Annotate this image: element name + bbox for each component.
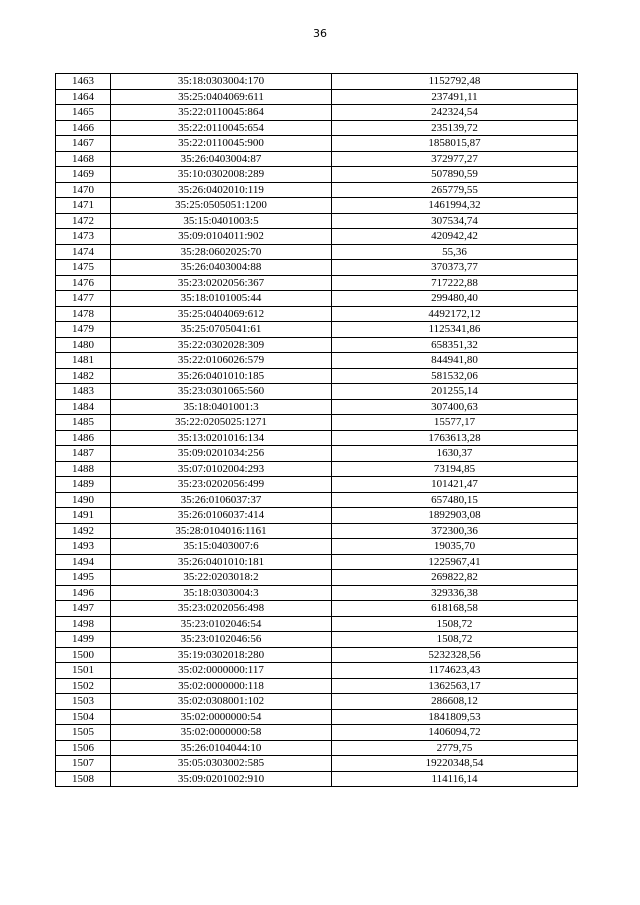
- table-row: [56, 260, 578, 276]
- table-row: [56, 368, 578, 384]
- cadastral-number-cell: 35:22:0302028:309: [111, 337, 332, 353]
- table-row: [56, 616, 578, 632]
- table-row: [56, 678, 578, 694]
- value-cell: 5232328,56: [332, 647, 578, 663]
- cadastral-number-cell: 35:22:0106026:579: [111, 353, 332, 369]
- value-cell: 15577,17: [332, 415, 578, 431]
- value-cell: 1858015,87: [332, 136, 578, 152]
- cadastral-number-cell: 35:18:0303004:170: [111, 74, 332, 90]
- cadastral-number-cell: 35:19:0302018:280: [111, 647, 332, 663]
- table-row: [56, 229, 578, 245]
- table-row: [56, 508, 578, 524]
- row-number-cell: 1503: [56, 694, 111, 710]
- row-number-cell: 1491: [56, 508, 111, 524]
- cadastral-number-cell: 35:23:0202056:367: [111, 275, 332, 291]
- table-row: [56, 756, 578, 772]
- row-number-cell: 1479: [56, 322, 111, 338]
- value-cell: 265779,55: [332, 182, 578, 198]
- row-number-cell: 1483: [56, 384, 111, 400]
- value-cell: 657480,15: [332, 492, 578, 508]
- cadastral-number-cell: 35:26:0106037:37: [111, 492, 332, 508]
- value-cell: 307534,74: [332, 213, 578, 229]
- table-row: [56, 167, 578, 183]
- row-number-cell: 1490: [56, 492, 111, 508]
- row-number-cell: 1463: [56, 74, 111, 90]
- row-number-cell: 1465: [56, 105, 111, 121]
- value-cell: 73194,85: [332, 461, 578, 477]
- cadastral-number-cell: 35:26:0403004:88: [111, 260, 332, 276]
- cadastral-number-cell: 35:23:0102046:56: [111, 632, 332, 648]
- value-cell: 1892903,08: [332, 508, 578, 524]
- cadastral-number-cell: 35:26:0401010:181: [111, 554, 332, 570]
- row-number-cell: 1476: [56, 275, 111, 291]
- cadastral-table: [55, 73, 578, 787]
- cadastral-number-cell: 35:25:0404069:611: [111, 89, 332, 105]
- cadastral-number-cell: 35:18:0303004:3: [111, 585, 332, 601]
- table-row: [56, 725, 578, 741]
- value-cell: 307400,63: [332, 399, 578, 415]
- cadastral-number-cell: 35:26:0402010:119: [111, 182, 332, 198]
- table-row: [56, 663, 578, 679]
- value-cell: 286608,12: [332, 694, 578, 710]
- cadastral-number-cell: 35:26:0403004:87: [111, 151, 332, 167]
- cadastral-number-cell: 35:09:0201002:910: [111, 771, 332, 787]
- row-number-cell: 1482: [56, 368, 111, 384]
- table-row: [56, 322, 578, 338]
- cadastral-number-cell: 35:22:0110045:864: [111, 105, 332, 121]
- value-cell: 717222,88: [332, 275, 578, 291]
- value-cell: 581532,06: [332, 368, 578, 384]
- table-row: [56, 601, 578, 617]
- row-number-cell: 1468: [56, 151, 111, 167]
- table-row: [56, 709, 578, 725]
- cadastral-number-cell: 35:23:0102046:54: [111, 616, 332, 632]
- table-row: [56, 213, 578, 229]
- value-cell: 1508,72: [332, 616, 578, 632]
- value-cell: 55,36: [332, 244, 578, 260]
- value-cell: 1125341,86: [332, 322, 578, 338]
- cadastral-number-cell: 35:22:0110045:900: [111, 136, 332, 152]
- value-cell: 372977,27: [332, 151, 578, 167]
- cadastral-number-cell: 35:02:0000000:117: [111, 663, 332, 679]
- cadastral-number-cell: 35:26:0401010:185: [111, 368, 332, 384]
- cadastral-number-cell: 35:18:0401001:3: [111, 399, 332, 415]
- cadastral-number-cell: 35:10:0302008:289: [111, 167, 332, 183]
- cadastral-number-cell: 35:25:0705041:61: [111, 322, 332, 338]
- value-cell: 2779,75: [332, 740, 578, 756]
- cadastral-number-cell: 35:26:0106037:414: [111, 508, 332, 524]
- row-number-cell: 1471: [56, 198, 111, 214]
- cadastral-number-cell: 35:23:0301065:560: [111, 384, 332, 400]
- table-row: [56, 151, 578, 167]
- page-number: 36: [313, 27, 327, 40]
- table-row: [56, 120, 578, 136]
- row-number-cell: 1501: [56, 663, 111, 679]
- row-number-cell: 1467: [56, 136, 111, 152]
- cadastral-number-cell: 35:25:0404069:612: [111, 306, 332, 322]
- cadastral-number-cell: 35:02:0000000:118: [111, 678, 332, 694]
- cadastral-number-cell: 35:05:0303002:585: [111, 756, 332, 772]
- cadastral-number-cell: 35:28:0104016:1161: [111, 523, 332, 539]
- value-cell: 201255,14: [332, 384, 578, 400]
- value-cell: 372300,36: [332, 523, 578, 539]
- row-number-cell: 1466: [56, 120, 111, 136]
- row-number-cell: 1475: [56, 260, 111, 276]
- table-row: [56, 136, 578, 152]
- table-row: [56, 306, 578, 322]
- row-number-cell: 1484: [56, 399, 111, 415]
- table-row: [56, 337, 578, 353]
- row-number-cell: 1494: [56, 554, 111, 570]
- cadastral-number-cell: 35:23:0202056:499: [111, 477, 332, 493]
- row-number-cell: 1507: [56, 756, 111, 772]
- table-row: [56, 570, 578, 586]
- table-row: [56, 492, 578, 508]
- row-number-cell: 1500: [56, 647, 111, 663]
- table-row: [56, 430, 578, 446]
- table-row: [56, 523, 578, 539]
- value-cell: 420942,42: [332, 229, 578, 245]
- table-row: [56, 353, 578, 369]
- cadastral-number-cell: 35:15:0401003:5: [111, 213, 332, 229]
- cadastral-number-cell: 35:07:0102004:293: [111, 461, 332, 477]
- table-row: [56, 291, 578, 307]
- cadastral-number-cell: 35:23:0202056:498: [111, 601, 332, 617]
- row-number-cell: 1492: [56, 523, 111, 539]
- cadastral-number-cell: 35:22:0110045:654: [111, 120, 332, 136]
- cadastral-number-cell: 35:13:0201016:134: [111, 430, 332, 446]
- value-cell: 1362563,17: [332, 678, 578, 694]
- value-cell: 1630,37: [332, 446, 578, 462]
- row-number-cell: 1502: [56, 678, 111, 694]
- value-cell: 507890,59: [332, 167, 578, 183]
- table-row: [56, 461, 578, 477]
- value-cell: 1461994,32: [332, 198, 578, 214]
- table-row: [56, 585, 578, 601]
- value-cell: 1152792,48: [332, 74, 578, 90]
- value-cell: 618168,58: [332, 601, 578, 617]
- table-row: [56, 694, 578, 710]
- table-row: [56, 554, 578, 570]
- row-number-cell: 1495: [56, 570, 111, 586]
- row-number-cell: 1489: [56, 477, 111, 493]
- cadastral-number-cell: 35:15:0403007:6: [111, 539, 332, 555]
- value-cell: 19035,70: [332, 539, 578, 555]
- row-number-cell: 1478: [56, 306, 111, 322]
- row-number-cell: 1473: [56, 229, 111, 245]
- value-cell: 299480,40: [332, 291, 578, 307]
- table-row: [56, 477, 578, 493]
- cadastral-number-cell: 35:02:0000000:58: [111, 725, 332, 741]
- cadastral-number-cell: 35:09:0104011:902: [111, 229, 332, 245]
- value-cell: 114116,14: [332, 771, 578, 787]
- row-number-cell: 1486: [56, 430, 111, 446]
- table-row: [56, 647, 578, 663]
- row-number-cell: 1488: [56, 461, 111, 477]
- row-number-cell: 1487: [56, 446, 111, 462]
- cadastral-number-cell: 35:18:0101005:44: [111, 291, 332, 307]
- cadastral-number-cell: 35:22:0205025:1271: [111, 415, 332, 431]
- value-cell: 1763613,28: [332, 430, 578, 446]
- row-number-cell: 1464: [56, 89, 111, 105]
- table-row: [56, 275, 578, 291]
- row-number-cell: 1485: [56, 415, 111, 431]
- row-number-cell: 1470: [56, 182, 111, 198]
- row-number-cell: 1504: [56, 709, 111, 725]
- row-number-cell: 1497: [56, 601, 111, 617]
- cadastral-number-cell: 35:22:0203018:2: [111, 570, 332, 586]
- table-row: [56, 539, 578, 555]
- value-cell: 235139,72: [332, 120, 578, 136]
- table-row: [56, 740, 578, 756]
- table-row: [56, 771, 578, 787]
- value-cell: 269822,82: [332, 570, 578, 586]
- table-row: [56, 415, 578, 431]
- table-row: [56, 89, 578, 105]
- table-row: [56, 384, 578, 400]
- cadastral-number-cell: 35:25:0505051:1200: [111, 198, 332, 214]
- value-cell: 242324,54: [332, 105, 578, 121]
- row-number-cell: 1481: [56, 353, 111, 369]
- row-number-cell: 1499: [56, 632, 111, 648]
- value-cell: 658351,32: [332, 337, 578, 353]
- table-row: [56, 198, 578, 214]
- row-number-cell: 1505: [56, 725, 111, 741]
- value-cell: 101421,47: [332, 477, 578, 493]
- row-number-cell: 1474: [56, 244, 111, 260]
- value-cell: 370373,77: [332, 260, 578, 276]
- cadastral-number-cell: 35:02:0308001:102: [111, 694, 332, 710]
- value-cell: 1508,72: [332, 632, 578, 648]
- value-cell: 237491,11: [332, 89, 578, 105]
- row-number-cell: 1480: [56, 337, 111, 353]
- table-row: [56, 182, 578, 198]
- cadastral-number-cell: 35:02:0000000:54: [111, 709, 332, 725]
- row-number-cell: 1477: [56, 291, 111, 307]
- value-cell: 844941,80: [332, 353, 578, 369]
- row-number-cell: 1472: [56, 213, 111, 229]
- table-row: [56, 632, 578, 648]
- row-number-cell: 1493: [56, 539, 111, 555]
- row-number-cell: 1508: [56, 771, 111, 787]
- table-row: [56, 74, 578, 90]
- value-cell: 4492172,12: [332, 306, 578, 322]
- cadastral-number-cell: 35:26:0104044:10: [111, 740, 332, 756]
- value-cell: 329336,38: [332, 585, 578, 601]
- cadastral-number-cell: 35:28:0602025:70: [111, 244, 332, 260]
- value-cell: 1841809,53: [332, 709, 578, 725]
- table-row: [56, 244, 578, 260]
- table-body: [56, 74, 578, 787]
- table-row: [56, 446, 578, 462]
- value-cell: 1174623,43: [332, 663, 578, 679]
- value-cell: 1225967,41: [332, 554, 578, 570]
- row-number-cell: 1496: [56, 585, 111, 601]
- table-row: [56, 399, 578, 415]
- value-cell: 1406094,72: [332, 725, 578, 741]
- row-number-cell: 1506: [56, 740, 111, 756]
- cadastral-number-cell: 35:09:0201034:256: [111, 446, 332, 462]
- row-number-cell: 1498: [56, 616, 111, 632]
- table-row: [56, 105, 578, 121]
- row-number-cell: 1469: [56, 167, 111, 183]
- value-cell: 19220348,54: [332, 756, 578, 772]
